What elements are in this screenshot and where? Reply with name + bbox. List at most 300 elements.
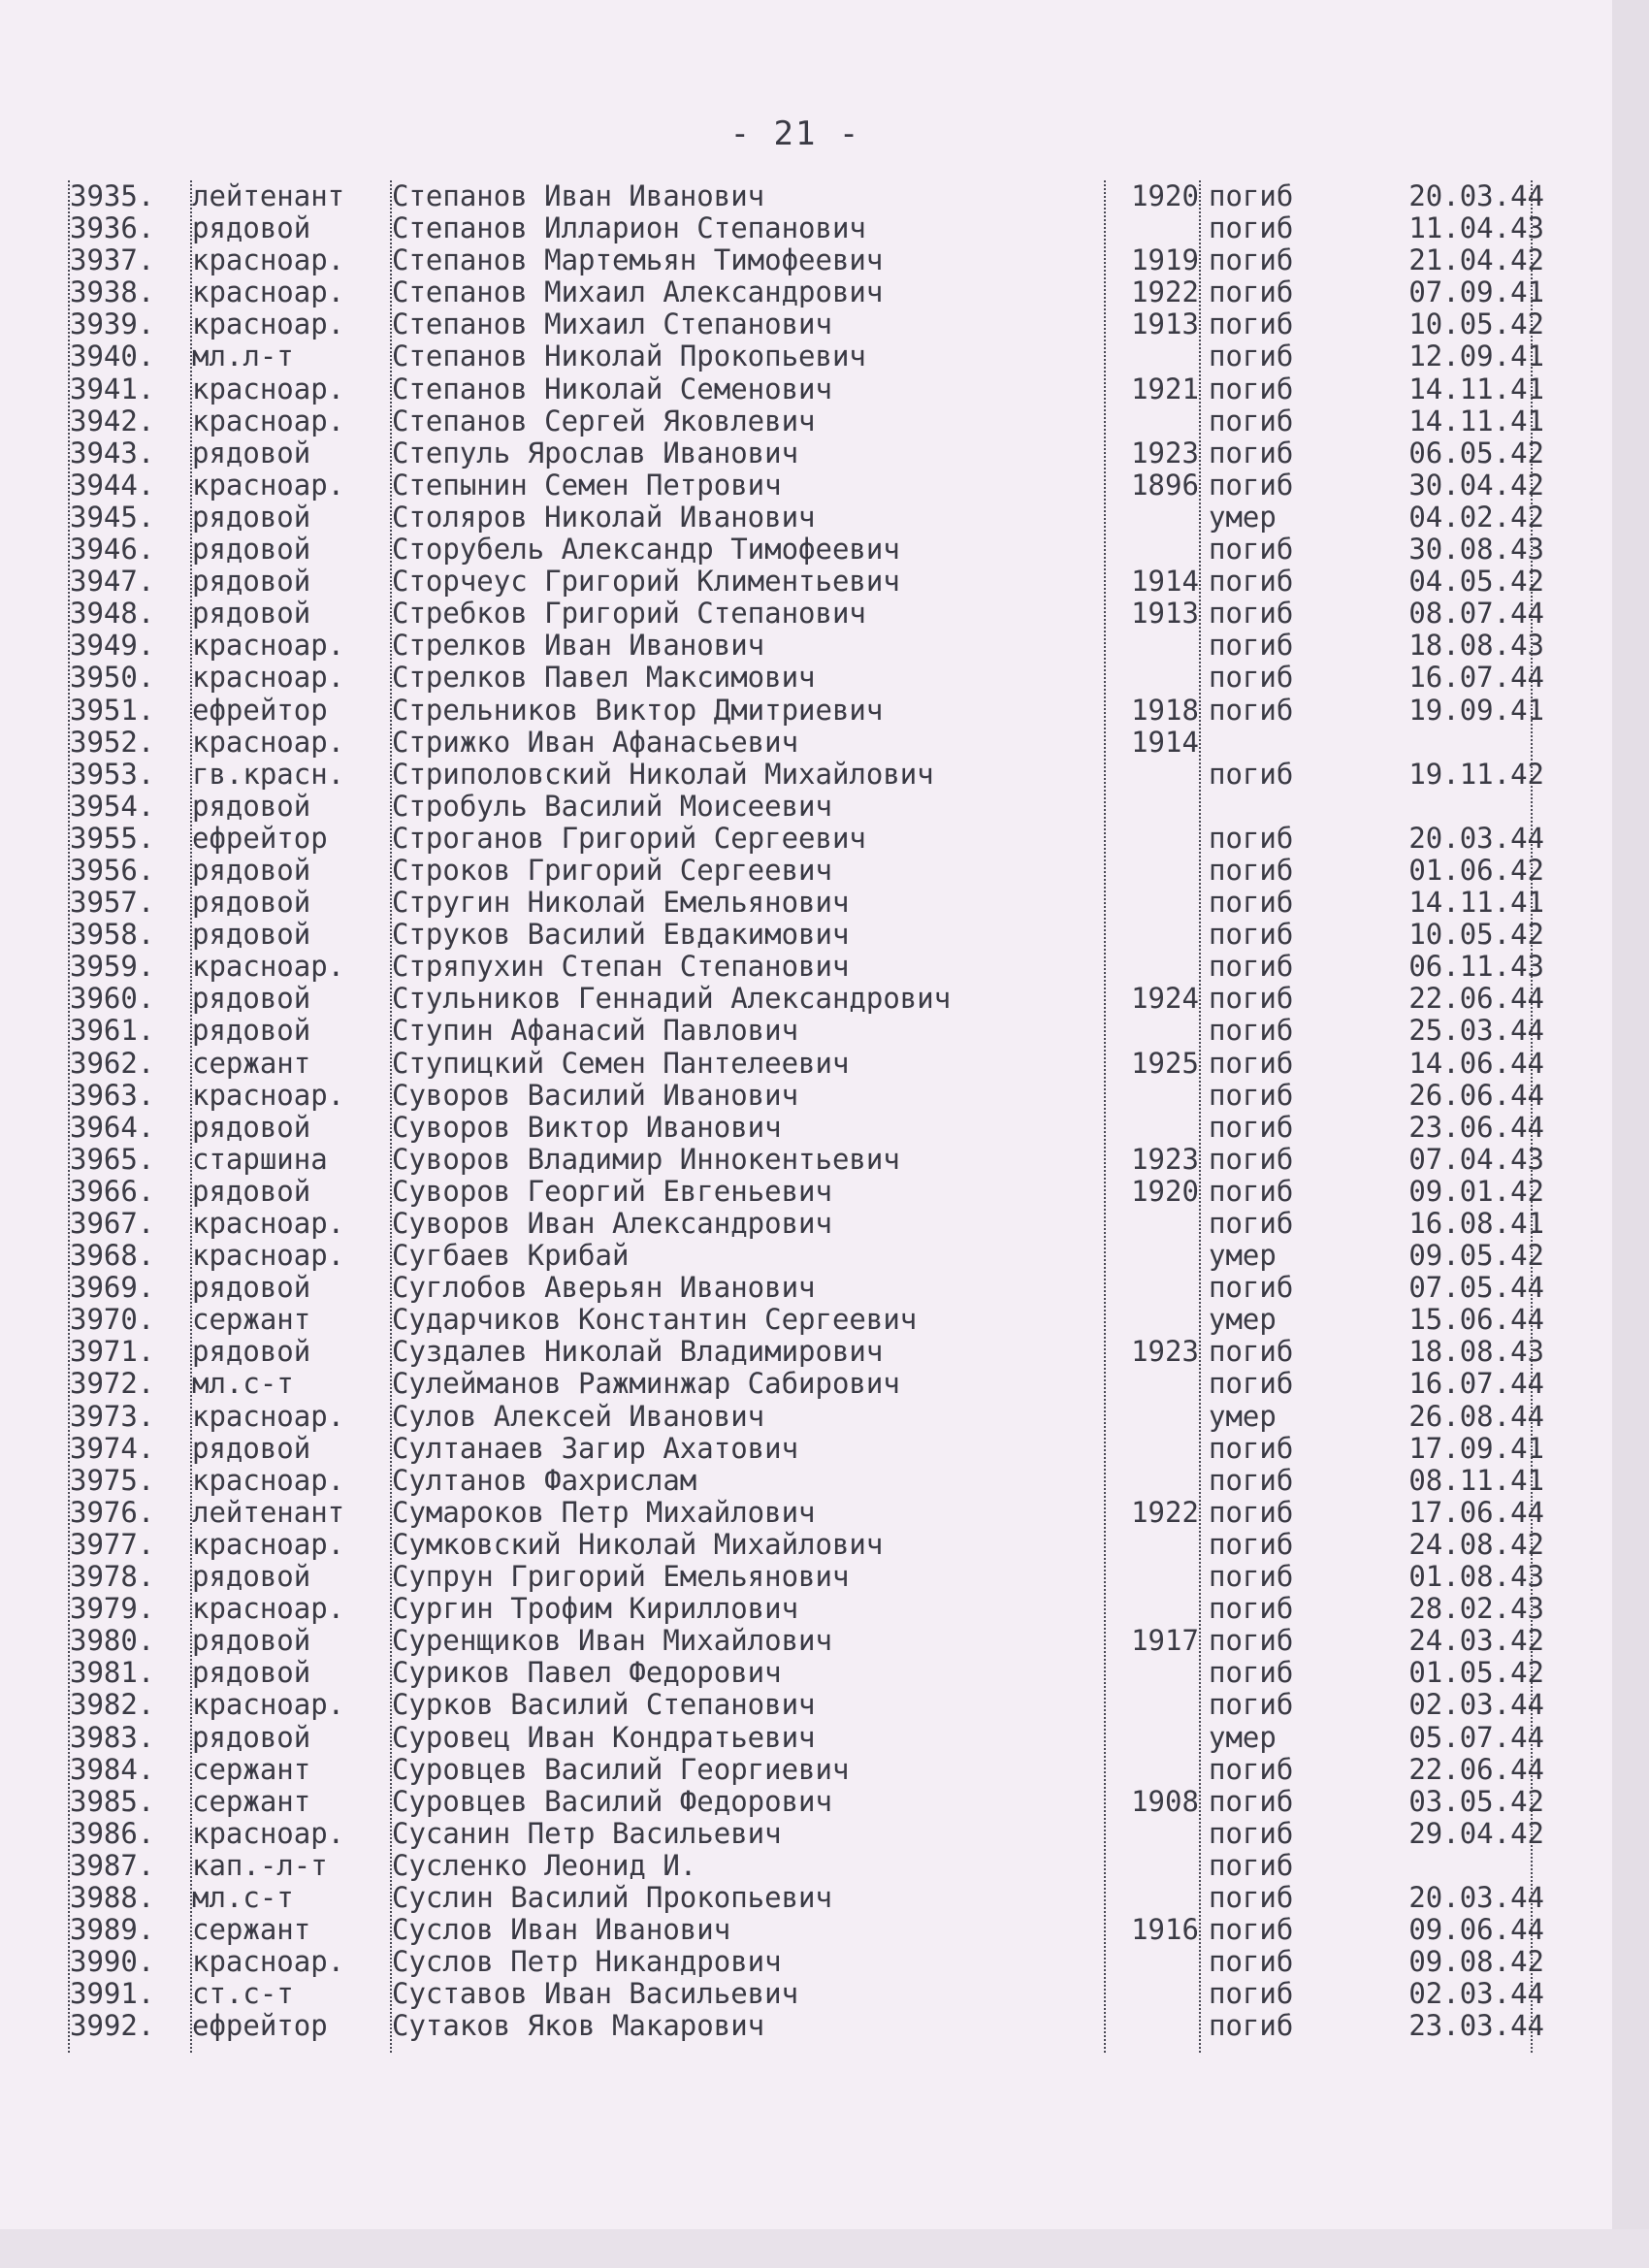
list-item xyxy=(70,1786,1544,1818)
record-rank: сержант xyxy=(192,1753,311,1786)
record-number: 3957. xyxy=(70,887,155,920)
record-name: Суставов Иван Васильевич xyxy=(392,1978,799,2011)
list-item xyxy=(70,1722,1544,1754)
record-date: 28.02.43 xyxy=(1408,1593,1544,1626)
record-number: 3962. xyxy=(70,1047,155,1080)
record-status: погиб xyxy=(1209,244,1294,277)
record-number: 3954. xyxy=(70,790,155,823)
record-name: Степанов Мартемьян Тимофеевич xyxy=(392,244,884,277)
list-item xyxy=(70,340,1544,373)
record-number: 3966. xyxy=(70,1175,155,1208)
record-rank: старшина xyxy=(192,1143,328,1176)
record-status: погиб xyxy=(1209,1464,1294,1497)
record-status: погиб xyxy=(1209,1272,1294,1305)
record-status: погиб xyxy=(1209,630,1294,663)
record-number: 3943. xyxy=(70,437,155,470)
list-item xyxy=(70,887,1544,919)
list-item xyxy=(70,1625,1544,1657)
record-number: 3952. xyxy=(70,726,155,759)
record-rank: рядовой xyxy=(192,1561,311,1594)
record-status: погиб xyxy=(1209,887,1294,920)
page-bottom-shadow xyxy=(0,2229,1649,2268)
record-status: погиб xyxy=(1209,1496,1294,1529)
list-item xyxy=(70,566,1544,598)
record-status: погиб xyxy=(1209,1175,1294,1208)
record-number: 3953. xyxy=(70,758,155,791)
list-item xyxy=(70,1978,1544,2010)
record-date: 29.04.42 xyxy=(1408,1817,1544,1850)
record-rank: рядовой xyxy=(192,1657,311,1690)
record-status: умер xyxy=(1209,1240,1277,1273)
record-rank: кап.-л-т xyxy=(192,1849,328,1882)
record-name: Стульников Геннадий Александрович xyxy=(392,983,952,1016)
record-number: 3968. xyxy=(70,1240,155,1273)
record-name: Суслин Василий Прокопьевич xyxy=(392,1881,832,1914)
record-status: погиб xyxy=(1209,1881,1294,1914)
record-date: 02.03.44 xyxy=(1408,1689,1544,1722)
record-date: 30.08.43 xyxy=(1408,534,1544,567)
record-name: Стребков Григорий Степанович xyxy=(392,598,866,631)
record-status: умер xyxy=(1209,501,1277,534)
record-number: 3940. xyxy=(70,340,155,373)
record-birth-year: 1917 xyxy=(1131,1625,1199,1658)
record-name: Сулов Алексей Иванович xyxy=(392,1400,765,1433)
list-item xyxy=(70,1946,1544,1978)
record-date: 09.05.42 xyxy=(1408,1240,1544,1273)
record-date: 18.08.43 xyxy=(1408,1336,1544,1369)
record-status: погиб xyxy=(1209,983,1294,1016)
record-date: 25.03.44 xyxy=(1408,1015,1544,1048)
record-rank: красноар. xyxy=(192,276,345,309)
record-status: погиб xyxy=(1209,1914,1294,1947)
record-number: 3958. xyxy=(70,919,155,952)
record-birth-year: 1913 xyxy=(1131,308,1199,341)
record-date: 14.11.41 xyxy=(1408,373,1544,405)
record-rank: рядовой xyxy=(192,983,311,1016)
list-item xyxy=(70,470,1544,502)
record-date: 21.04.42 xyxy=(1408,244,1544,277)
record-birth-year: 1921 xyxy=(1131,373,1199,405)
record-date: 14.06.44 xyxy=(1408,1047,1544,1080)
list-item xyxy=(70,1850,1544,1882)
record-number: 3938. xyxy=(70,276,155,309)
record-status: погиб xyxy=(1209,758,1294,791)
record-rank: красноар. xyxy=(192,951,345,984)
record-number: 3963. xyxy=(70,1079,155,1112)
record-name: Сурков Василий Степанович xyxy=(392,1689,816,1722)
record-status: погиб xyxy=(1209,405,1294,437)
record-birth-year: 1919 xyxy=(1131,244,1199,277)
record-status: погиб xyxy=(1209,566,1294,599)
record-rank: красноар. xyxy=(192,726,345,759)
record-status: погиб xyxy=(1209,598,1294,631)
record-date: 01.05.42 xyxy=(1408,1657,1544,1690)
list-item xyxy=(70,405,1544,437)
record-number: 3947. xyxy=(70,566,155,599)
record-birth-year: 1920 xyxy=(1131,180,1199,212)
record-date: 24.08.42 xyxy=(1408,1528,1544,1561)
list-item xyxy=(70,534,1544,566)
record-name: Столяров Николай Иванович xyxy=(392,501,816,534)
record-number: 3955. xyxy=(70,822,155,855)
record-rank: рядовой xyxy=(192,1111,311,1144)
record-name: Султанаев Загир Ахатович xyxy=(392,1432,799,1465)
record-date: 05.07.44 xyxy=(1408,1721,1544,1754)
record-name: Степанов Михаил Степанович xyxy=(392,308,832,341)
list-item xyxy=(70,1465,1544,1497)
record-name: Сулейманов Ражминжар Сабирович xyxy=(392,1368,900,1401)
record-rank: красноар. xyxy=(192,1208,345,1240)
record-date: 04.02.42 xyxy=(1408,501,1544,534)
record-date: 19.11.42 xyxy=(1408,758,1544,791)
record-date: 03.05.42 xyxy=(1408,1785,1544,1818)
record-date: 14.11.41 xyxy=(1408,887,1544,920)
list-item xyxy=(70,1561,1544,1593)
record-status: погиб xyxy=(1209,1753,1294,1786)
record-date: 20.03.44 xyxy=(1408,822,1544,855)
record-number: 3970. xyxy=(70,1304,155,1337)
record-status: погиб xyxy=(1209,854,1294,887)
record-date: 26.06.44 xyxy=(1408,1079,1544,1112)
record-number: 3967. xyxy=(70,1208,155,1240)
record-name: Суворов Владимир Иннокентьевич xyxy=(392,1143,900,1176)
record-birth-year: 1925 xyxy=(1131,1047,1199,1080)
record-number: 3975. xyxy=(70,1464,155,1497)
record-status: погиб xyxy=(1209,1432,1294,1465)
record-status: умер xyxy=(1209,1721,1277,1754)
record-rank: рядовой xyxy=(192,1015,311,1048)
record-number: 3982. xyxy=(70,1689,155,1722)
record-name: Сумароков Петр Михайлович xyxy=(392,1496,816,1529)
list-item xyxy=(70,1015,1544,1047)
record-status: погиб xyxy=(1209,919,1294,952)
record-name: Стробуль Василий Моисеевич xyxy=(392,790,832,823)
record-name: Ступицкий Семен Пантелеевич xyxy=(392,1047,850,1080)
record-status: погиб xyxy=(1209,1689,1294,1722)
record-rank: рядовой xyxy=(192,1175,311,1208)
record-status: умер xyxy=(1209,1304,1277,1337)
record-name: Суренщиков Иван Михайлович xyxy=(392,1625,832,1658)
record-rank: рядовой xyxy=(192,501,311,534)
record-rank: рядовой xyxy=(192,1432,311,1465)
record-status: погиб xyxy=(1209,1849,1294,1882)
record-date: 08.07.44 xyxy=(1408,598,1544,631)
record-rank: сержант xyxy=(192,1304,311,1337)
record-number: 3965. xyxy=(70,1143,155,1176)
record-number: 3951. xyxy=(70,694,155,727)
record-name: Степанов Сергей Яковлевич xyxy=(392,405,816,437)
record-number: 3969. xyxy=(70,1272,155,1305)
record-name: Сутаков Яков Макарович xyxy=(392,2010,765,2043)
record-status: погиб xyxy=(1209,276,1294,309)
record-rank: красноар. xyxy=(192,1400,345,1433)
record-number: 3988. xyxy=(70,1881,155,1914)
list-item xyxy=(70,1368,1544,1400)
record-rank: рядовой xyxy=(192,437,311,470)
record-status: погиб xyxy=(1209,1368,1294,1401)
record-status: погиб xyxy=(1209,1561,1294,1594)
record-status: погиб xyxy=(1209,373,1294,405)
list-item xyxy=(70,1208,1544,1240)
list-item xyxy=(70,1754,1544,1786)
record-number: 3974. xyxy=(70,1432,155,1465)
record-number: 3976. xyxy=(70,1496,155,1529)
record-number: 3959. xyxy=(70,951,155,984)
record-number: 3946. xyxy=(70,534,155,567)
record-rank: ефрейтор xyxy=(192,694,328,727)
record-birth-year: 1923 xyxy=(1131,1336,1199,1369)
record-number: 3990. xyxy=(70,1946,155,1979)
record-name: Степанов Николай Семенович xyxy=(392,373,832,405)
record-birth-year: 1914 xyxy=(1131,726,1199,759)
record-rank: рядовой xyxy=(192,1336,311,1369)
record-birth-year: 1914 xyxy=(1131,566,1199,599)
record-rank: гв.красн. xyxy=(192,758,345,791)
record-name: Сторчеус Григорий Климентьевич xyxy=(392,566,900,599)
record-rank: ефрейтор xyxy=(192,822,328,855)
list-item xyxy=(70,951,1544,983)
record-name: Сугбаев Крибай xyxy=(392,1240,630,1273)
record-birth-year: 1908 xyxy=(1131,1785,1199,1818)
record-name: Суздалев Николай Владимирович xyxy=(392,1336,884,1369)
record-date: 07.09.41 xyxy=(1408,276,1544,309)
list-item xyxy=(70,180,1544,212)
record-rank: красноар. xyxy=(192,1464,345,1497)
record-name: Суворов Иван Александрович xyxy=(392,1208,832,1240)
list-item xyxy=(70,1689,1544,1721)
list-item xyxy=(70,1818,1544,1850)
record-date: 09.06.44 xyxy=(1408,1914,1544,1947)
record-date: 14.11.41 xyxy=(1408,405,1544,437)
record-name: Суворов Виктор Иванович xyxy=(392,1111,782,1144)
record-name: Стругин Николай Емельянович xyxy=(392,887,850,920)
record-rank: сержант xyxy=(192,1047,311,1080)
record-name: Степанов Иван Иванович xyxy=(392,180,765,212)
record-name: Суглобов Аверьян Иванович xyxy=(392,1272,816,1305)
record-number: 3971. xyxy=(70,1336,155,1369)
record-number: 3956. xyxy=(70,854,155,887)
list-item xyxy=(70,437,1544,470)
record-number: 3961. xyxy=(70,1015,155,1048)
record-number: 3981. xyxy=(70,1657,155,1690)
list-item xyxy=(70,791,1544,823)
record-date: 16.08.41 xyxy=(1408,1208,1544,1240)
record-status: погиб xyxy=(1209,1625,1294,1658)
record-rank: красноар. xyxy=(192,373,345,405)
record-rank: красноар. xyxy=(192,405,345,437)
record-rank: мл.с-т xyxy=(192,1368,294,1401)
record-birth-year: 1923 xyxy=(1131,437,1199,470)
record-rank: красноар. xyxy=(192,1528,345,1561)
record-date: 20.03.44 xyxy=(1408,1881,1544,1914)
list-item xyxy=(70,662,1544,694)
record-number: 3979. xyxy=(70,1593,155,1626)
record-status: погиб xyxy=(1209,1208,1294,1240)
record-date: 01.06.42 xyxy=(1408,854,1544,887)
record-name: Стрелков Иван Иванович xyxy=(392,630,765,663)
record-status: погиб xyxy=(1209,1336,1294,1369)
record-rank: красноар. xyxy=(192,662,345,695)
record-status: погиб xyxy=(1209,1528,1294,1561)
record-name: Стряпухин Степан Степанович xyxy=(392,951,850,984)
record-birth-year: 1896 xyxy=(1131,469,1199,502)
list-item xyxy=(70,919,1544,951)
record-date: 26.08.44 xyxy=(1408,1400,1544,1433)
record-rank: красноар. xyxy=(192,1240,345,1273)
record-date: 01.08.43 xyxy=(1408,1561,1544,1594)
list-item xyxy=(70,1914,1544,1946)
record-status: погиб xyxy=(1209,1785,1294,1818)
list-item xyxy=(70,1080,1544,1112)
record-rank: сержант xyxy=(192,1914,311,1947)
record-number: 3942. xyxy=(70,405,155,437)
record-number: 3949. xyxy=(70,630,155,663)
record-date: 10.05.42 xyxy=(1408,919,1544,952)
record-status: погиб xyxy=(1209,1817,1294,1850)
record-date: 23.06.44 xyxy=(1408,1111,1544,1144)
list-item xyxy=(70,1401,1544,1433)
record-birth-year: 1920 xyxy=(1131,1175,1199,1208)
record-birth-year: 1922 xyxy=(1131,1496,1199,1529)
list-item xyxy=(70,1593,1544,1625)
record-name: Стрижко Иван Афанасьевич xyxy=(392,726,799,759)
record-number: 3973. xyxy=(70,1400,155,1433)
record-status: погиб xyxy=(1209,1946,1294,1979)
list-item xyxy=(70,1657,1544,1689)
record-number: 3935. xyxy=(70,180,155,212)
list-item xyxy=(70,1336,1544,1368)
record-rank: ефрейтор xyxy=(192,2010,328,2043)
record-name: Суворов Георгий Евгеньевич xyxy=(392,1175,832,1208)
record-status: погиб xyxy=(1209,180,1294,212)
record-name: Султанов Фахрислам xyxy=(392,1464,697,1497)
list-item xyxy=(70,855,1544,887)
record-birth-year: 1922 xyxy=(1131,276,1199,309)
record-name: Суровцев Василий Федорович xyxy=(392,1785,832,1818)
record-rank: рядовой xyxy=(192,919,311,952)
record-number: 3989. xyxy=(70,1914,155,1947)
record-number: 3972. xyxy=(70,1368,155,1401)
record-name: Стрелков Павел Максимович xyxy=(392,662,816,695)
list-item xyxy=(70,1176,1544,1208)
record-name: Суслов Петр Никандрович xyxy=(392,1946,782,1979)
record-rank: красноар. xyxy=(192,630,345,663)
record-rank: красноар. xyxy=(192,469,345,502)
list-item xyxy=(70,598,1544,630)
page-number: - 21 - xyxy=(729,114,861,153)
record-name: Сударчиков Константин Сергеевич xyxy=(392,1304,918,1337)
record-status: погиб xyxy=(1209,1978,1294,2011)
record-rank: красноар. xyxy=(192,1593,345,1626)
list-item xyxy=(70,983,1544,1015)
record-number: 3939. xyxy=(70,308,155,341)
record-number: 3980. xyxy=(70,1625,155,1658)
record-status: погиб xyxy=(1209,822,1294,855)
record-name: Строганов Григорий Сергеевич xyxy=(392,822,866,855)
list-item xyxy=(70,759,1544,791)
record-date: 20.03.44 xyxy=(1408,180,1544,212)
record-number: 3944. xyxy=(70,469,155,502)
record-date: 17.06.44 xyxy=(1408,1496,1544,1529)
list-item xyxy=(70,695,1544,727)
record-birth-year: 1913 xyxy=(1131,598,1199,631)
record-number: 3984. xyxy=(70,1753,155,1786)
record-name: Сумковский Николай Михайлович xyxy=(392,1528,884,1561)
record-number: 3950. xyxy=(70,662,155,695)
record-status: погиб xyxy=(1209,469,1294,502)
list-item xyxy=(70,2010,1544,2042)
record-rank: рядовой xyxy=(192,598,311,631)
record-name: Стрельников Виктор Дмитриевич xyxy=(392,694,884,727)
list-item xyxy=(70,823,1544,855)
record-rank: рядовой xyxy=(192,1721,311,1754)
record-rank: красноар. xyxy=(192,1079,345,1112)
record-date: 22.06.44 xyxy=(1408,1753,1544,1786)
record-date: 06.05.42 xyxy=(1408,437,1544,470)
record-rank: красноар. xyxy=(192,1817,345,1850)
record-status: погиб xyxy=(1209,2010,1294,2043)
list-item xyxy=(70,1433,1544,1465)
record-status: погиб xyxy=(1209,951,1294,984)
record-number: 3985. xyxy=(70,1785,155,1818)
list-item xyxy=(70,1497,1544,1529)
record-name: Суровцев Василий Георгиевич xyxy=(392,1753,850,1786)
record-date: 24.03.42 xyxy=(1408,1625,1544,1658)
record-date: 18.08.43 xyxy=(1408,630,1544,663)
record-number: 3978. xyxy=(70,1561,155,1594)
record-rank: рядовой xyxy=(192,534,311,567)
record-birth-year: 1923 xyxy=(1131,1143,1199,1176)
record-date: 02.03.44 xyxy=(1408,1978,1544,2011)
list-item xyxy=(70,276,1544,308)
record-birth-year: 1918 xyxy=(1131,694,1199,727)
record-number: 3991. xyxy=(70,1978,155,2011)
record-date: 23.03.44 xyxy=(1408,2010,1544,2043)
record-rank: красноар. xyxy=(192,244,345,277)
record-name: Степанов Николай Прокопьевич xyxy=(392,340,866,373)
list-item xyxy=(70,1112,1544,1144)
record-status: погиб xyxy=(1209,1593,1294,1626)
record-status: погиб xyxy=(1209,212,1294,245)
record-rank: красноар. xyxy=(192,308,345,341)
record-date: 10.05.42 xyxy=(1408,308,1544,341)
list-item xyxy=(70,1048,1544,1080)
record-status: погиб xyxy=(1209,437,1294,470)
record-number: 3992. xyxy=(70,2010,155,2043)
list-item xyxy=(70,1529,1544,1561)
record-name: Сторубель Александр Тимофеевич xyxy=(392,534,900,567)
record-name: Сусанин Петр Васильевич xyxy=(392,1817,782,1850)
record-name: Струков Василий Евдакимович xyxy=(392,919,850,952)
list-item xyxy=(70,308,1544,340)
record-rank: ст.с-т xyxy=(192,1978,294,2011)
record-rank: рядовой xyxy=(192,566,311,599)
record-number: 3945. xyxy=(70,501,155,534)
list-item xyxy=(70,1144,1544,1176)
record-name: Суровец Иван Кондратьевич xyxy=(392,1721,816,1754)
list-item xyxy=(70,1272,1544,1304)
page-edge-shadow xyxy=(1612,0,1649,2268)
record-rank: мл.с-т xyxy=(192,1881,294,1914)
record-date: 22.06.44 xyxy=(1408,983,1544,1016)
record-status: умер xyxy=(1209,1400,1277,1433)
record-name: Степанов Илларион Степанович xyxy=(392,212,866,245)
record-rank: красноар. xyxy=(192,1689,345,1722)
record-birth-year: 1924 xyxy=(1131,983,1199,1016)
record-number: 3948. xyxy=(70,598,155,631)
record-status: погиб xyxy=(1209,1657,1294,1690)
record-name: Ступин Афанасий Павлович xyxy=(392,1015,799,1048)
